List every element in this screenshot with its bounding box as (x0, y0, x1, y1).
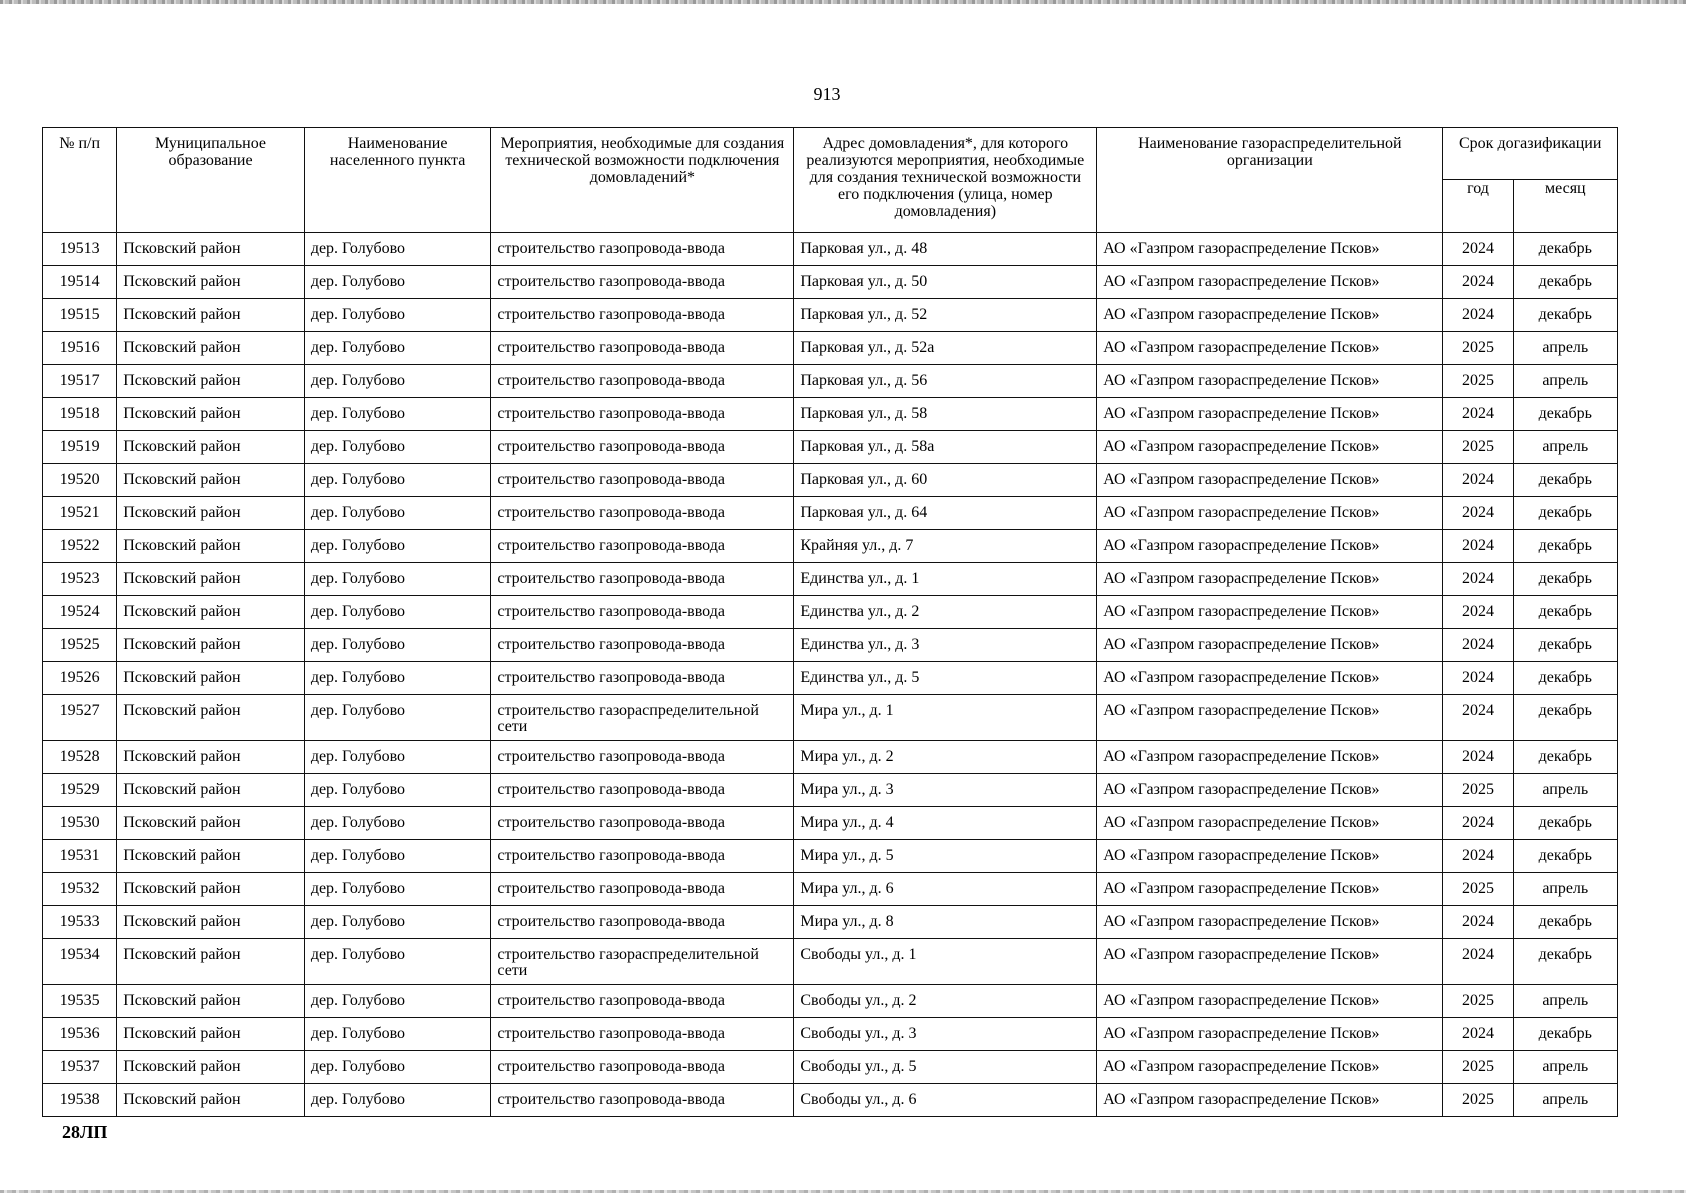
cell-address: Парковая ул., д. 48 (794, 233, 1097, 266)
cell-measure: строительство газопровода-ввода (491, 1018, 794, 1051)
cell-num: 19517 (43, 365, 117, 398)
cell-month: апрель (1513, 774, 1617, 807)
table-row (43, 266, 1618, 299)
cell-month: апрель (1513, 332, 1617, 365)
cell-year: 2025 (1443, 431, 1513, 464)
cell-organization: АО «Газпром газораспределение Псков» (1097, 1051, 1443, 1084)
cell-measure: строительство газопровода-ввода (491, 741, 794, 774)
cell-num: 19520 (43, 464, 117, 497)
cell-year: 2024 (1443, 1018, 1513, 1051)
cell-address: Парковая ул., д. 58 (794, 398, 1097, 431)
cell-address: Мира ул., д. 2 (794, 741, 1097, 774)
table-header-row (43, 128, 1618, 180)
cell-organization: АО «Газпром газораспределение Псков» (1097, 985, 1443, 1018)
cell-year: 2025 (1443, 985, 1513, 1018)
header-measures: Мероприятия, необходимые для создания технической возможности подключения домовладений* (491, 128, 794, 233)
cell-municipality: Псковский район (117, 662, 305, 695)
table-body (43, 233, 1618, 1117)
cell-month: декабрь (1513, 497, 1617, 530)
cell-measure: строительство газопровода-ввода (491, 530, 794, 563)
cell-address: Мира ул., д. 4 (794, 807, 1097, 840)
cell-year: 2024 (1443, 695, 1513, 741)
cell-municipality: Псковский район (117, 774, 305, 807)
cell-address: Парковая ул., д. 58а (794, 431, 1097, 464)
table-row (43, 332, 1618, 365)
cell-year: 2024 (1443, 563, 1513, 596)
cell-organization: АО «Газпром газораспределение Псков» (1097, 497, 1443, 530)
table-row (43, 464, 1618, 497)
cell-municipality: Псковский район (117, 266, 305, 299)
cell-municipality: Псковский район (117, 741, 305, 774)
table-row (43, 1051, 1618, 1084)
cell-measure: строительство газопровода-ввода (491, 774, 794, 807)
cell-year: 2025 (1443, 774, 1513, 807)
cell-municipality: Псковский район (117, 365, 305, 398)
cell-measure: строительство газопровода-ввода (491, 233, 794, 266)
cell-year: 2024 (1443, 939, 1513, 985)
cell-month: апрель (1513, 1084, 1617, 1117)
cell-municipality: Псковский район (117, 596, 305, 629)
cell-organization: АО «Газпром газораспределение Псков» (1097, 365, 1443, 398)
footer-code: 28ЛП (62, 1122, 108, 1142)
cell-month: декабрь (1513, 840, 1617, 873)
cell-month: апрель (1513, 873, 1617, 906)
cell-settlement: дер. Голубово (304, 695, 491, 741)
cell-measure: строительство газопровода-ввода (491, 299, 794, 332)
table-row (43, 629, 1618, 662)
header-settlement: Наименование населенного пункта (304, 128, 491, 233)
cell-measure: строительство газопровода-ввода (491, 431, 794, 464)
cell-organization: АО «Газпром газораспределение Псков» (1097, 906, 1443, 939)
cell-municipality: Псковский район (117, 939, 305, 985)
cell-settlement: дер. Голубово (304, 431, 491, 464)
table-row (43, 431, 1618, 464)
cell-num: 19525 (43, 629, 117, 662)
cell-municipality: Псковский район (117, 906, 305, 939)
cell-organization: АО «Газпром газораспределение Псков» (1097, 530, 1443, 563)
cell-organization: АО «Газпром газораспределение Псков» (1097, 596, 1443, 629)
cell-address: Мира ул., д. 6 (794, 873, 1097, 906)
cell-municipality: Псковский район (117, 332, 305, 365)
cell-measure: строительство газопровода-ввода (491, 464, 794, 497)
cell-year: 2024 (1443, 807, 1513, 840)
cell-organization: АО «Газпром газораспределение Псков» (1097, 332, 1443, 365)
cell-month: апрель (1513, 985, 1617, 1018)
cell-month: декабрь (1513, 398, 1617, 431)
cell-year: 2024 (1443, 464, 1513, 497)
cell-address: Мира ул., д. 1 (794, 695, 1097, 741)
cell-address: Свободы ул., д. 3 (794, 1018, 1097, 1051)
cell-address: Парковая ул., д. 50 (794, 266, 1097, 299)
cell-address: Парковая ул., д. 64 (794, 497, 1097, 530)
table-row (43, 398, 1618, 431)
cell-year: 2024 (1443, 662, 1513, 695)
cell-num: 19536 (43, 1018, 117, 1051)
table-row (43, 695, 1618, 741)
table-row (43, 233, 1618, 266)
cell-municipality: Псковский район (117, 1084, 305, 1117)
cell-settlement: дер. Голубово (304, 939, 491, 985)
cell-municipality: Псковский район (117, 497, 305, 530)
cell-municipality: Псковский район (117, 233, 305, 266)
cell-month: декабрь (1513, 629, 1617, 662)
cell-settlement: дер. Голубово (304, 464, 491, 497)
table-row (43, 939, 1618, 985)
cell-num: 19529 (43, 774, 117, 807)
cell-organization: АО «Газпром газораспределение Псков» (1097, 662, 1443, 695)
cell-num: 19513 (43, 233, 117, 266)
gasification-table (42, 127, 1618, 1117)
cell-year: 2024 (1443, 840, 1513, 873)
cell-settlement: дер. Голубово (304, 398, 491, 431)
cell-year: 2024 (1443, 497, 1513, 530)
table-row (43, 563, 1618, 596)
cell-measure: строительство газопровода-ввода (491, 398, 794, 431)
cell-num: 19519 (43, 431, 117, 464)
cell-municipality: Псковский район (117, 873, 305, 906)
cell-measure: строительство газопровода-ввода (491, 807, 794, 840)
cell-settlement: дер. Голубово (304, 233, 491, 266)
cell-num: 19532 (43, 873, 117, 906)
cell-month: декабрь (1513, 741, 1617, 774)
cell-settlement: дер. Голубово (304, 840, 491, 873)
cell-settlement: дер. Голубово (304, 906, 491, 939)
cell-settlement: дер. Голубово (304, 807, 491, 840)
cell-settlement: дер. Голубово (304, 530, 491, 563)
cell-address: Свободы ул., д. 1 (794, 939, 1097, 985)
cell-measure: строительство газопровода-ввода (491, 906, 794, 939)
cell-settlement: дер. Голубово (304, 563, 491, 596)
cell-address: Мира ул., д. 5 (794, 840, 1097, 873)
cell-settlement: дер. Голубово (304, 596, 491, 629)
cell-organization: АО «Газпром газораспределение Псков» (1097, 1084, 1443, 1117)
cell-municipality: Псковский район (117, 299, 305, 332)
cell-month: декабрь (1513, 530, 1617, 563)
table-row (43, 741, 1618, 774)
cell-municipality: Псковский район (117, 530, 305, 563)
cell-month: декабрь (1513, 464, 1617, 497)
cell-address: Парковая ул., д. 60 (794, 464, 1097, 497)
table-row (43, 873, 1618, 906)
header-organization: Наименование газораспределительной организации (1097, 128, 1443, 233)
cell-settlement: дер. Голубово (304, 1051, 491, 1084)
header-month: месяц (1513, 180, 1617, 233)
cell-month: декабрь (1513, 939, 1617, 985)
cell-measure: строительство газопровода-ввода (491, 840, 794, 873)
cell-num: 19515 (43, 299, 117, 332)
cell-month: декабрь (1513, 906, 1617, 939)
cell-num: 19521 (43, 497, 117, 530)
cell-address: Парковая ул., д. 56 (794, 365, 1097, 398)
header-municipality: Муниципальное образование (117, 128, 305, 233)
cell-year: 2024 (1443, 629, 1513, 662)
cell-month: апрель (1513, 365, 1617, 398)
table-row (43, 497, 1618, 530)
cell-month: декабрь (1513, 596, 1617, 629)
cell-num: 19516 (43, 332, 117, 365)
cell-municipality: Псковский район (117, 807, 305, 840)
cell-num: 19530 (43, 807, 117, 840)
cell-organization: АО «Газпром газораспределение Псков» (1097, 266, 1443, 299)
cell-municipality: Псковский район (117, 695, 305, 741)
cell-num: 19535 (43, 985, 117, 1018)
cell-municipality: Псковский район (117, 563, 305, 596)
cell-num: 19526 (43, 662, 117, 695)
cell-num: 19518 (43, 398, 117, 431)
cell-num: 19533 (43, 906, 117, 939)
page-number: 913 (813, 84, 841, 104)
cell-settlement: дер. Голубово (304, 741, 491, 774)
table-row (43, 774, 1618, 807)
cell-address: Свободы ул., д. 6 (794, 1084, 1097, 1117)
cell-settlement: дер. Голубово (304, 332, 491, 365)
cell-organization: АО «Газпром газораспределение Псков» (1097, 563, 1443, 596)
cell-month: апрель (1513, 431, 1617, 464)
cell-year: 2024 (1443, 299, 1513, 332)
cell-year: 2024 (1443, 741, 1513, 774)
cell-num: 19524 (43, 596, 117, 629)
table-row (43, 596, 1618, 629)
cell-month: декабрь (1513, 266, 1617, 299)
cell-measure: строительство газопровода-ввода (491, 662, 794, 695)
cell-num: 19527 (43, 695, 117, 741)
cell-year: 2024 (1443, 266, 1513, 299)
cell-measure: строительство газопровода-ввода (491, 266, 794, 299)
cell-month: декабрь (1513, 563, 1617, 596)
cell-year: 2024 (1443, 596, 1513, 629)
cell-settlement: дер. Голубово (304, 629, 491, 662)
table-row (43, 906, 1618, 939)
cell-municipality: Псковский район (117, 1051, 305, 1084)
cell-organization: АО «Газпром газораспределение Псков» (1097, 873, 1443, 906)
scan-edge-top (0, 0, 1686, 4)
cell-year: 2025 (1443, 873, 1513, 906)
table-row (43, 662, 1618, 695)
cell-month: декабрь (1513, 233, 1617, 266)
header-year: год (1443, 180, 1513, 233)
cell-address: Парковая ул., д. 52а (794, 332, 1097, 365)
cell-num: 19537 (43, 1051, 117, 1084)
cell-measure: строительство газопровода-ввода (491, 596, 794, 629)
cell-settlement: дер. Голубово (304, 774, 491, 807)
cell-address: Единства ул., д. 5 (794, 662, 1097, 695)
table-row (43, 299, 1618, 332)
cell-organization: АО «Газпром газораспределение Псков» (1097, 939, 1443, 985)
cell-measure: строительство газопровода-ввода (491, 563, 794, 596)
cell-num: 19534 (43, 939, 117, 985)
cell-organization: АО «Газпром газораспределение Псков» (1097, 840, 1443, 873)
cell-month: декабрь (1513, 695, 1617, 741)
cell-municipality: Псковский район (117, 398, 305, 431)
header-num: № п/п (43, 128, 117, 233)
cell-municipality: Псковский район (117, 1018, 305, 1051)
cell-address: Свободы ул., д. 2 (794, 985, 1097, 1018)
cell-settlement: дер. Голубово (304, 662, 491, 695)
cell-num: 19514 (43, 266, 117, 299)
cell-organization: АО «Газпром газораспределение Псков» (1097, 807, 1443, 840)
cell-organization: АО «Газпром газораспределение Псков» (1097, 695, 1443, 741)
cell-year: 2024 (1443, 906, 1513, 939)
cell-address: Крайняя ул., д. 7 (794, 530, 1097, 563)
table-row (43, 807, 1618, 840)
cell-measure: строительство газопровода-ввода (491, 365, 794, 398)
header-term: Срок догазификации (1443, 128, 1618, 180)
cell-year: 2024 (1443, 398, 1513, 431)
cell-num: 19538 (43, 1084, 117, 1117)
cell-measure: строительство газопровода-ввода (491, 1084, 794, 1117)
cell-month: декабрь (1513, 1018, 1617, 1051)
cell-address: Единства ул., д. 1 (794, 563, 1097, 596)
cell-measure: строительство газопровода-ввода (491, 873, 794, 906)
cell-organization: АО «Газпром газораспределение Псков» (1097, 233, 1443, 266)
table-row (43, 985, 1618, 1018)
cell-year: 2024 (1443, 530, 1513, 563)
cell-address: Мира ул., д. 8 (794, 906, 1097, 939)
cell-organization: АО «Газпром газораспределение Псков» (1097, 774, 1443, 807)
cell-month: апрель (1513, 1051, 1617, 1084)
cell-organization: АО «Газпром газораспределение Псков» (1097, 398, 1443, 431)
cell-settlement: дер. Голубово (304, 299, 491, 332)
cell-address: Единства ул., д. 3 (794, 629, 1097, 662)
cell-municipality: Псковский район (117, 985, 305, 1018)
cell-num: 19531 (43, 840, 117, 873)
cell-num: 19522 (43, 530, 117, 563)
cell-measure: строительство газопровода-ввода (491, 497, 794, 530)
cell-municipality: Псковский район (117, 840, 305, 873)
cell-year: 2025 (1443, 1084, 1513, 1117)
cell-address: Единства ул., д. 2 (794, 596, 1097, 629)
cell-month: декабрь (1513, 807, 1617, 840)
cell-year: 2025 (1443, 332, 1513, 365)
cell-municipality: Псковский район (117, 431, 305, 464)
table-row (43, 365, 1618, 398)
cell-address: Свободы ул., д. 5 (794, 1051, 1097, 1084)
cell-organization: АО «Газпром газораспределение Псков» (1097, 299, 1443, 332)
table-row (43, 1084, 1618, 1117)
cell-organization: АО «Газпром газораспределение Псков» (1097, 431, 1443, 464)
cell-organization: АО «Газпром газораспределение Псков» (1097, 629, 1443, 662)
table-row (43, 840, 1618, 873)
cell-year: 2025 (1443, 1051, 1513, 1084)
cell-measure: строительство газопровода-ввода (491, 332, 794, 365)
table-row (43, 1018, 1618, 1051)
cell-measure: строительство газопровода-ввода (491, 629, 794, 662)
cell-measure: строительство газопровода-ввода (491, 1051, 794, 1084)
cell-settlement: дер. Голубово (304, 266, 491, 299)
cell-municipality: Псковский район (117, 464, 305, 497)
cell-measure: строительство газораспределительной сети (491, 695, 794, 741)
cell-settlement: дер. Голубово (304, 1084, 491, 1117)
cell-year: 2024 (1443, 233, 1513, 266)
cell-year: 2025 (1443, 365, 1513, 398)
cell-municipality: Псковский район (117, 629, 305, 662)
cell-organization: АО «Газпром газораспределение Псков» (1097, 1018, 1443, 1051)
cell-month: декабрь (1513, 662, 1617, 695)
table-row (43, 530, 1618, 563)
scan-edge-bottom (0, 1190, 1686, 1193)
cell-settlement: дер. Голубово (304, 497, 491, 530)
cell-settlement: дер. Голубово (304, 985, 491, 1018)
cell-measure: строительство газопровода-ввода (491, 985, 794, 1018)
cell-month: декабрь (1513, 299, 1617, 332)
cell-settlement: дер. Голубово (304, 1018, 491, 1051)
cell-address: Парковая ул., д. 52 (794, 299, 1097, 332)
header-address: Адрес домовладения*, для которого реализуются мероприятия, необходимые для создания технической возможности его подключения (улица, номер домовладения) (794, 128, 1097, 233)
cell-address: Мира ул., д. 3 (794, 774, 1097, 807)
cell-num: 19528 (43, 741, 117, 774)
cell-organization: АО «Газпром газораспределение Псков» (1097, 464, 1443, 497)
cell-measure: строительство газораспределительной сети (491, 939, 794, 985)
cell-settlement: дер. Голубово (304, 365, 491, 398)
cell-settlement: дер. Голубово (304, 873, 491, 906)
cell-organization: АО «Газпром газораспределение Псков» (1097, 741, 1443, 774)
cell-num: 19523 (43, 563, 117, 596)
